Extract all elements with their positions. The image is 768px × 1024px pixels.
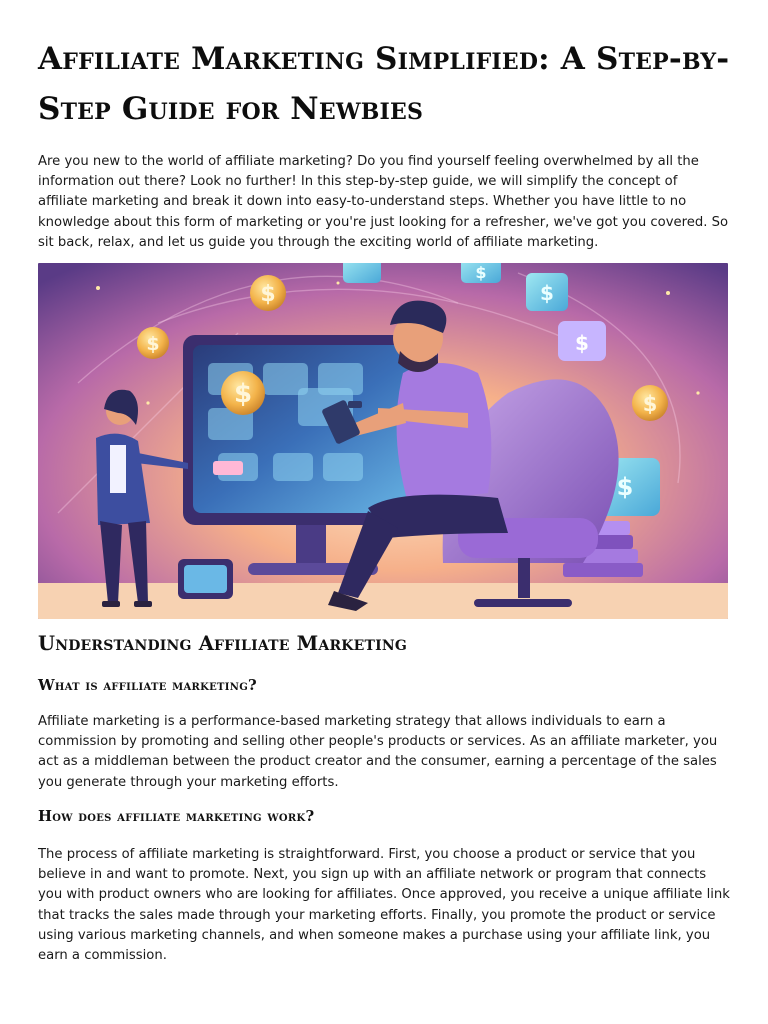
svg-text:$: $ xyxy=(146,333,160,355)
svg-text:$: $ xyxy=(642,392,658,416)
article-title: Affiliate Marketing Simplified: A Step-by-Step Guide for Newbies xyxy=(38,41,730,127)
intro-paragraph: Are you new to the world of affiliate marketing? Do you find yourself feeling overwhelmed by all the information out there? Look no further! In this step-by-step guide, we will simplify the concept of affiliate marketing and break it down into easy-to-understand steps. Whether you have little to no knowledge about this form of marketing or you're just looking for a refresher, we've got you covered. So sit back, relax, and let us guide you through the exciting world of affiliate marketing. xyxy=(38,154,729,250)
svg-text:$: $ xyxy=(233,379,253,409)
svg-text:$: $ xyxy=(540,281,554,305)
section-heading-understanding: Understanding Affiliate Marketing xyxy=(38,632,408,655)
svg-text:$: $ xyxy=(616,473,634,501)
hero-illustration xyxy=(38,263,728,619)
svg-text:$: $ xyxy=(475,263,487,282)
paragraph-what-is: Affiliate marketing is a performance-based marketing strategy that allows individuals to earn a commission by promoting and selling other people's products or services. As an affiliate marketer, you act as a middleman between the product creator and the consumer, earning a percentage of the sales you generate through your marketing efforts. xyxy=(38,714,718,790)
subheading-how-it-works: How does affiliate marketing work? xyxy=(38,808,315,825)
paragraph-how-it-works: The process of affiliate marketing is straightforward. First, you choose a product or service that you believe in and want to promote. Next, you sign up with an affiliate network or program that connects you with product owners who are looking for affiliates. Once approved, you receive a unique affiliate link that tracks the sales made through your marketing efforts. Finally, you promote the product or service using various marketing channels, and when someone makes a purchase using your affiliate link, you earn a commission. xyxy=(38,847,730,964)
subheading-what-is: What is affiliate marketing? xyxy=(38,677,258,694)
svg-text:$: $ xyxy=(575,331,589,355)
svg-text:$: $ xyxy=(260,282,276,307)
